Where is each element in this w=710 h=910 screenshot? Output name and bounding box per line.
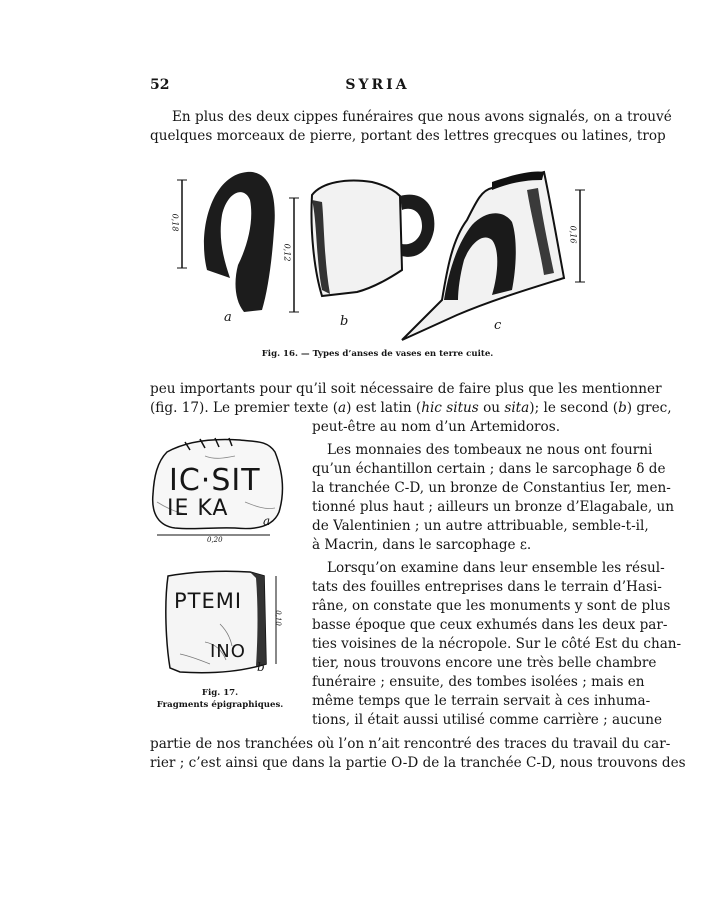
text-line: à Macrin, dans le sarcophage ε.	[312, 537, 532, 553]
text-line: la tranchée C-D, un bronze de Constantius Ier, men-	[312, 480, 671, 496]
fragment-b	[160, 564, 290, 684]
figure-16-caption: Fig. 16. — Types d’anses de vases en terre cuite.	[261, 349, 494, 359]
text-line: En plus des deux cippes funéraires que nous avons signalés, on a trouvé	[172, 109, 672, 125]
dimension-c: 0,16	[568, 225, 578, 244]
figure-16	[172, 160, 592, 345]
text-line: même temps que le terrain servait à ces inhuma-	[312, 693, 651, 709]
text-line: qu’un échantillon certain ; dans le sarcophage δ de	[312, 461, 666, 477]
fragment-b-dimension: 0,10	[273, 610, 282, 626]
fragment-b-line2: INO	[210, 641, 246, 662]
text-line: tats des fouilles entreprises dans le terrain d’Hasi-	[312, 579, 662, 595]
text-line: quelques morceaux de pierre, portant des lettres grecques ou latines, trop	[150, 128, 666, 144]
text-line: tionné plus haut ; ailleurs un bronze d’Elagabale, un	[312, 499, 675, 515]
handle-label-c: c	[494, 318, 502, 333]
text-line: ties voisines de la nécropole. Sur le côté Est du chan-	[312, 636, 682, 652]
figure-17-caption-number: Fig. 17.	[201, 688, 239, 698]
text-line: basse époque que ceux exhumés dans les deux par-	[312, 617, 668, 633]
text-line: Lorsqu’on examine dans leur ensemble les résul-	[327, 560, 665, 576]
text-line: tions, il était aussi utilisé comme carrière ; aucune	[312, 712, 663, 728]
vase-handles-drawing	[172, 160, 592, 345]
page-header	[150, 77, 605, 99]
text-line: funéraire ; ensuite, des tombes isolées ; mais en	[312, 674, 645, 690]
fragment-a-line1: IC·SIT	[169, 463, 261, 498]
text-line: rier ; c’est ainsi que dans la partie O-D de la tranchée C-D, nous trouvons des	[150, 755, 686, 771]
text-line: Les monnaies des tombeaux ne nous ont fourni	[327, 442, 653, 458]
fragment-label-a: a	[263, 514, 271, 528]
fragment-label-b: b	[257, 660, 265, 674]
text-line: (fig. 17). Le premier texte (a) est latin (hic situs ou sita); le second (b) grec,	[150, 400, 672, 416]
handle-b-drawing	[289, 181, 434, 312]
handle-label-b: b	[340, 314, 349, 329]
running-title: SYRIA	[345, 77, 410, 93]
page-number: 52	[150, 77, 170, 93]
text-line: tier, nous trouvons encore une très belle chambre	[312, 655, 657, 671]
handle-label-a: a	[224, 310, 232, 325]
text-line: peut-être au nom d’un Artemidoros.	[312, 419, 561, 435]
fragment-a-line2: IE KA	[167, 496, 229, 521]
text-line: de Valentinien ; un autre attribuable, semble-t-il,	[312, 518, 649, 534]
handle-c-drawing	[402, 172, 585, 340]
text-line: peu importants pour qu’il soit nécessaire de faire plus que les mentionner	[150, 381, 662, 397]
dimension-b: 0,12	[282, 243, 292, 262]
text-line: râne, on constate que les monuments y sont de plus	[312, 598, 671, 614]
text-line: partie de nos tranchées où l’on n’ait rencontré des traces du travail du car-	[150, 736, 671, 752]
handle-a-drawing	[177, 172, 275, 312]
fragment-a	[145, 432, 295, 544]
fragment-b-line1: PTEMI	[174, 589, 243, 613]
figure-17-caption-text: Fragments épigraphiques.	[156, 700, 284, 710]
fragment-a-dimension: 0,20	[207, 536, 223, 544]
dimension-a: 0,18	[170, 213, 180, 232]
